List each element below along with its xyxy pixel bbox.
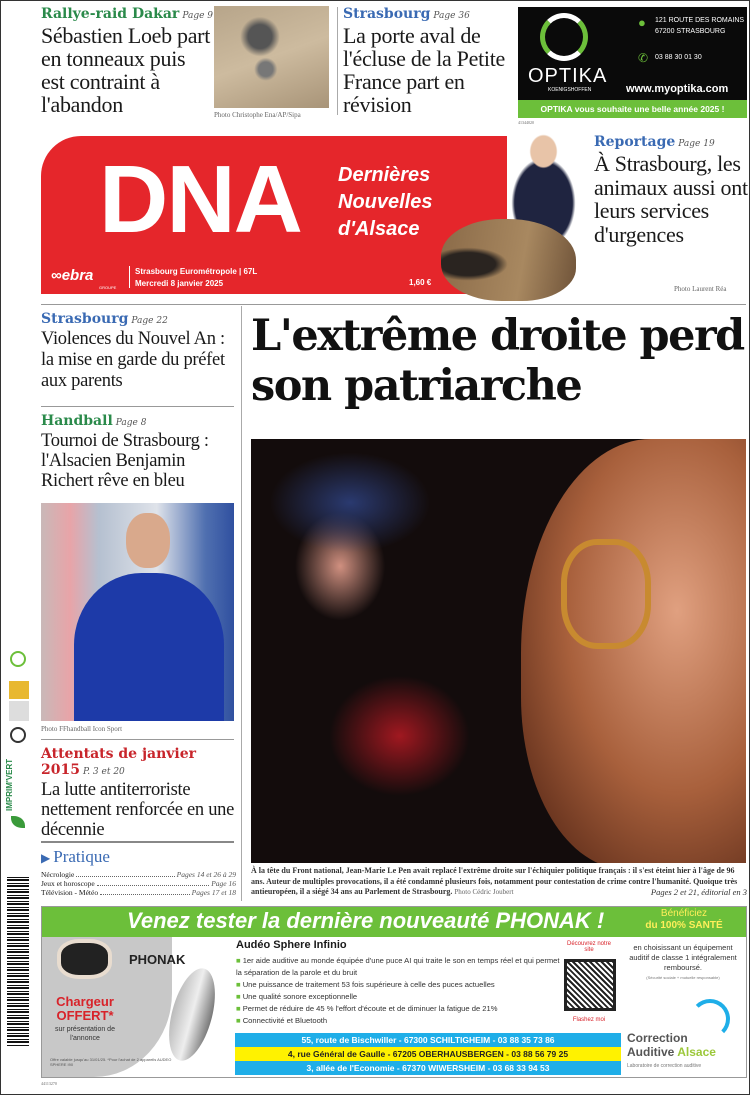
rule — [41, 304, 746, 305]
label-icon — [9, 681, 29, 699]
column-divider — [241, 306, 242, 901]
kicker: Rallye-raid Dakar Page 9 — [41, 6, 214, 22]
offer-note: Offre valable jusqu'au 31/01/25. *Pour l'achat de 2 appareils AUDEO SPHERE I90 — [50, 1057, 172, 1067]
qr-label: Découvrez notre site — [566, 941, 612, 953]
location-icon: ● — [638, 15, 646, 30]
address-bar: 3, allée de l'Economie - 67370 WIWERSHEIM - 03 68 33 94 53 — [235, 1061, 621, 1075]
kicker: Strasbourg Page 22 — [41, 311, 168, 327]
bullet-item: ■ Une qualité sonore exceptionnelle — [236, 992, 358, 1001]
headline: À Strasbourg, les animaux aussi ont leurs services d'urgences — [594, 151, 748, 247]
story-attentats[interactable] — [41, 746, 239, 840]
pages-ref: Pages 2 et 21, éditorial en 3 — [650, 887, 747, 897]
rule — [41, 841, 234, 843]
company-logo: Correction Auditive Alsace — [627, 1031, 716, 1059]
photo-credit: Photo Laurent Réa — [674, 285, 727, 293]
optika-url[interactable]: www.myoptika.com — [626, 83, 729, 95]
photo-credit: Photo FFhandball Icon Sport — [41, 725, 123, 733]
kicker: Strasbourg Page 36 — [343, 6, 470, 22]
leaf-icon — [11, 816, 25, 828]
headline: La lutte antiterroriste nettement renforcée en une décennie — [41, 780, 235, 840]
charger-note: sur présentation de l'annonce — [55, 1026, 115, 1042]
pratique-item[interactable]: Télévision - Météo Pages 17 et 18 — [41, 888, 236, 897]
price: 1,60 € — [409, 278, 432, 287]
qr-label: Flashez moi — [572, 1017, 606, 1023]
bullet-item: ■ Une puissance de traitement 53 fois supérieure à celle des puces actuelles — [236, 980, 495, 989]
dna-logo: DNA — [99, 146, 301, 253]
story-ecluse[interactable] — [343, 6, 513, 116]
le-pen-photo — [251, 439, 746, 863]
glasses — [561, 539, 651, 649]
rule — [41, 406, 234, 407]
ad-ref: 41344020 — [518, 120, 534, 125]
ad-headline: Venez tester la dernière nouveauté PHONAK ! — [127, 908, 605, 933]
divider — [337, 7, 338, 115]
benefit: Bénéficiez du 100% SANTÉ — [645, 908, 723, 931]
kicker: Handball Page 8 — [41, 413, 147, 429]
bullet-list — [236, 955, 566, 1027]
address-bar: 55, route de Bischwiller - 67300 SCHILTIGHEIM - 03 88 35 73 86 — [235, 1033, 621, 1047]
optika-logo-icon — [540, 13, 588, 61]
optika-sub: KOENIGSHOFFEN — [548, 87, 592, 93]
rule — [41, 739, 234, 740]
pratique-box — [41, 847, 236, 897]
pratique-item[interactable]: Nécrologie Pages 14 et 26 à 29 — [41, 870, 236, 879]
handball-photo — [41, 503, 234, 721]
main-headline[interactable]: L'extrême droite perd son patriarche — [251, 311, 744, 411]
masthead-name: Dernières Nouvelles d'Alsace — [338, 164, 433, 240]
kicker: Reportage Page 19 — [594, 134, 715, 150]
dakar-photo — [214, 6, 329, 108]
phone-icon: ✆ — [638, 51, 649, 65]
pratique-title: ▶ Pratique — [41, 847, 110, 866]
masthead[interactable] — [41, 136, 507, 294]
player-face — [126, 513, 170, 568]
label-icon — [9, 701, 29, 721]
ad-ref: 44113270 — [41, 1081, 57, 1086]
edition-info: Strasbourg Eurométropole | 67L Mercredi 8 janvier 2025 — [135, 267, 258, 288]
barcode — [7, 876, 29, 1046]
triangle-icon: ▶ — [41, 851, 54, 865]
product-name: Audéo Sphere Infinio — [236, 939, 347, 951]
story-violences[interactable] — [41, 311, 236, 392]
pratique-item[interactable]: Jeux et horoscope Page 16 — [41, 879, 236, 888]
certification-icon — [10, 727, 26, 743]
phonak-ad[interactable] — [41, 906, 747, 1078]
dog-photo — [441, 219, 576, 301]
main-caption: À la tête du Front national, Jean-Marie Le Pen avait replacé l'extrême droite sur l'échiquier politique français : il s'est éteint hier à l'âge de 96 ans. Auteur de multiples provocations, il a été condamné plusieurs fois, notamment pour contestation de crime contre l'humanité. Quoique très antieuropéen, il a siégé 34 ans au Parlement de Strasbourg. Photo Cédric Joubert Pages 2 et 21, éditorial en 3 — [251, 866, 747, 897]
divider — [129, 266, 130, 288]
address-bar: 4, rue Général de Gaulle - 67205 OBERHAUSBERGEN - 03 88 56 79 25 — [235, 1047, 621, 1061]
optika-brand: OPTIKA — [528, 65, 608, 87]
optika-banner: OPTIKA vous souhaite une belle année 2025 ! — [518, 100, 747, 118]
portrait-face — [521, 439, 746, 863]
ebra-logo: ∞ebra — [51, 267, 94, 284]
side-note: (Sécurité sociale + mutuelle responsable) — [646, 975, 720, 980]
story-reportage[interactable] — [594, 134, 749, 246]
company-sub: Laboratoire de correction auditive — [627, 1063, 702, 1069]
recycle-icon — [10, 651, 26, 667]
bullet-item: ■ 1er aide auditive au monde équipée d'une puce AI qui traite le son en temps réel et qui permet la séparation de la parole et du bruit — [236, 956, 560, 977]
kicker: Attentats de janvier 2015 P. 3 et 20 — [41, 746, 197, 778]
qr-code[interactable] — [564, 959, 616, 1011]
optika-address: 121 ROUTE DES ROMAINS 67200 STRASBOURG — [655, 17, 745, 35]
optika-ad[interactable] — [518, 7, 747, 118]
story-dakar[interactable] — [41, 6, 213, 116]
headline: Tournoi de Strasbourg : l'Alsacien Benjamin Richert rêve en bleu — [41, 431, 209, 491]
headline: Violences du Nouvel An : la mise en garde du préfet aux parents — [41, 329, 225, 391]
bullet-item: ■ Connectivité et Bluetooth — [236, 1016, 328, 1025]
optika-phone: 03 88 30 01 30 — [655, 54, 702, 61]
charger-offer: Chargeur OFFERT* — [56, 994, 114, 1023]
pratique-list — [41, 870, 236, 897]
imprim-vert-label: IMPRIM'VERT — [5, 758, 14, 811]
side-text: en choisissant un équipement auditif de classe 1 intégralement remboursé. — [629, 943, 737, 972]
charger-image — [57, 939, 112, 979]
bullet-item: ■ Permet de réduire de 45 % l'effort d'écoute et de diminuer la fatigue de 21% — [236, 1004, 498, 1013]
headline: Sébastien Loeb part en tonneaux puis est contraint à l'abandon — [41, 23, 211, 117]
phonak-logo: PHONAK — [129, 952, 186, 967]
player-jacket — [74, 573, 224, 721]
ebra-sub: GROUPE — [99, 285, 117, 290]
headline: La porte aval de l'écluse de la Petite France part en révision — [343, 23, 505, 117]
story-handball[interactable] — [41, 413, 239, 491]
photo-credit: Photo Christophe Ena/AP/Sipa — [214, 111, 301, 119]
